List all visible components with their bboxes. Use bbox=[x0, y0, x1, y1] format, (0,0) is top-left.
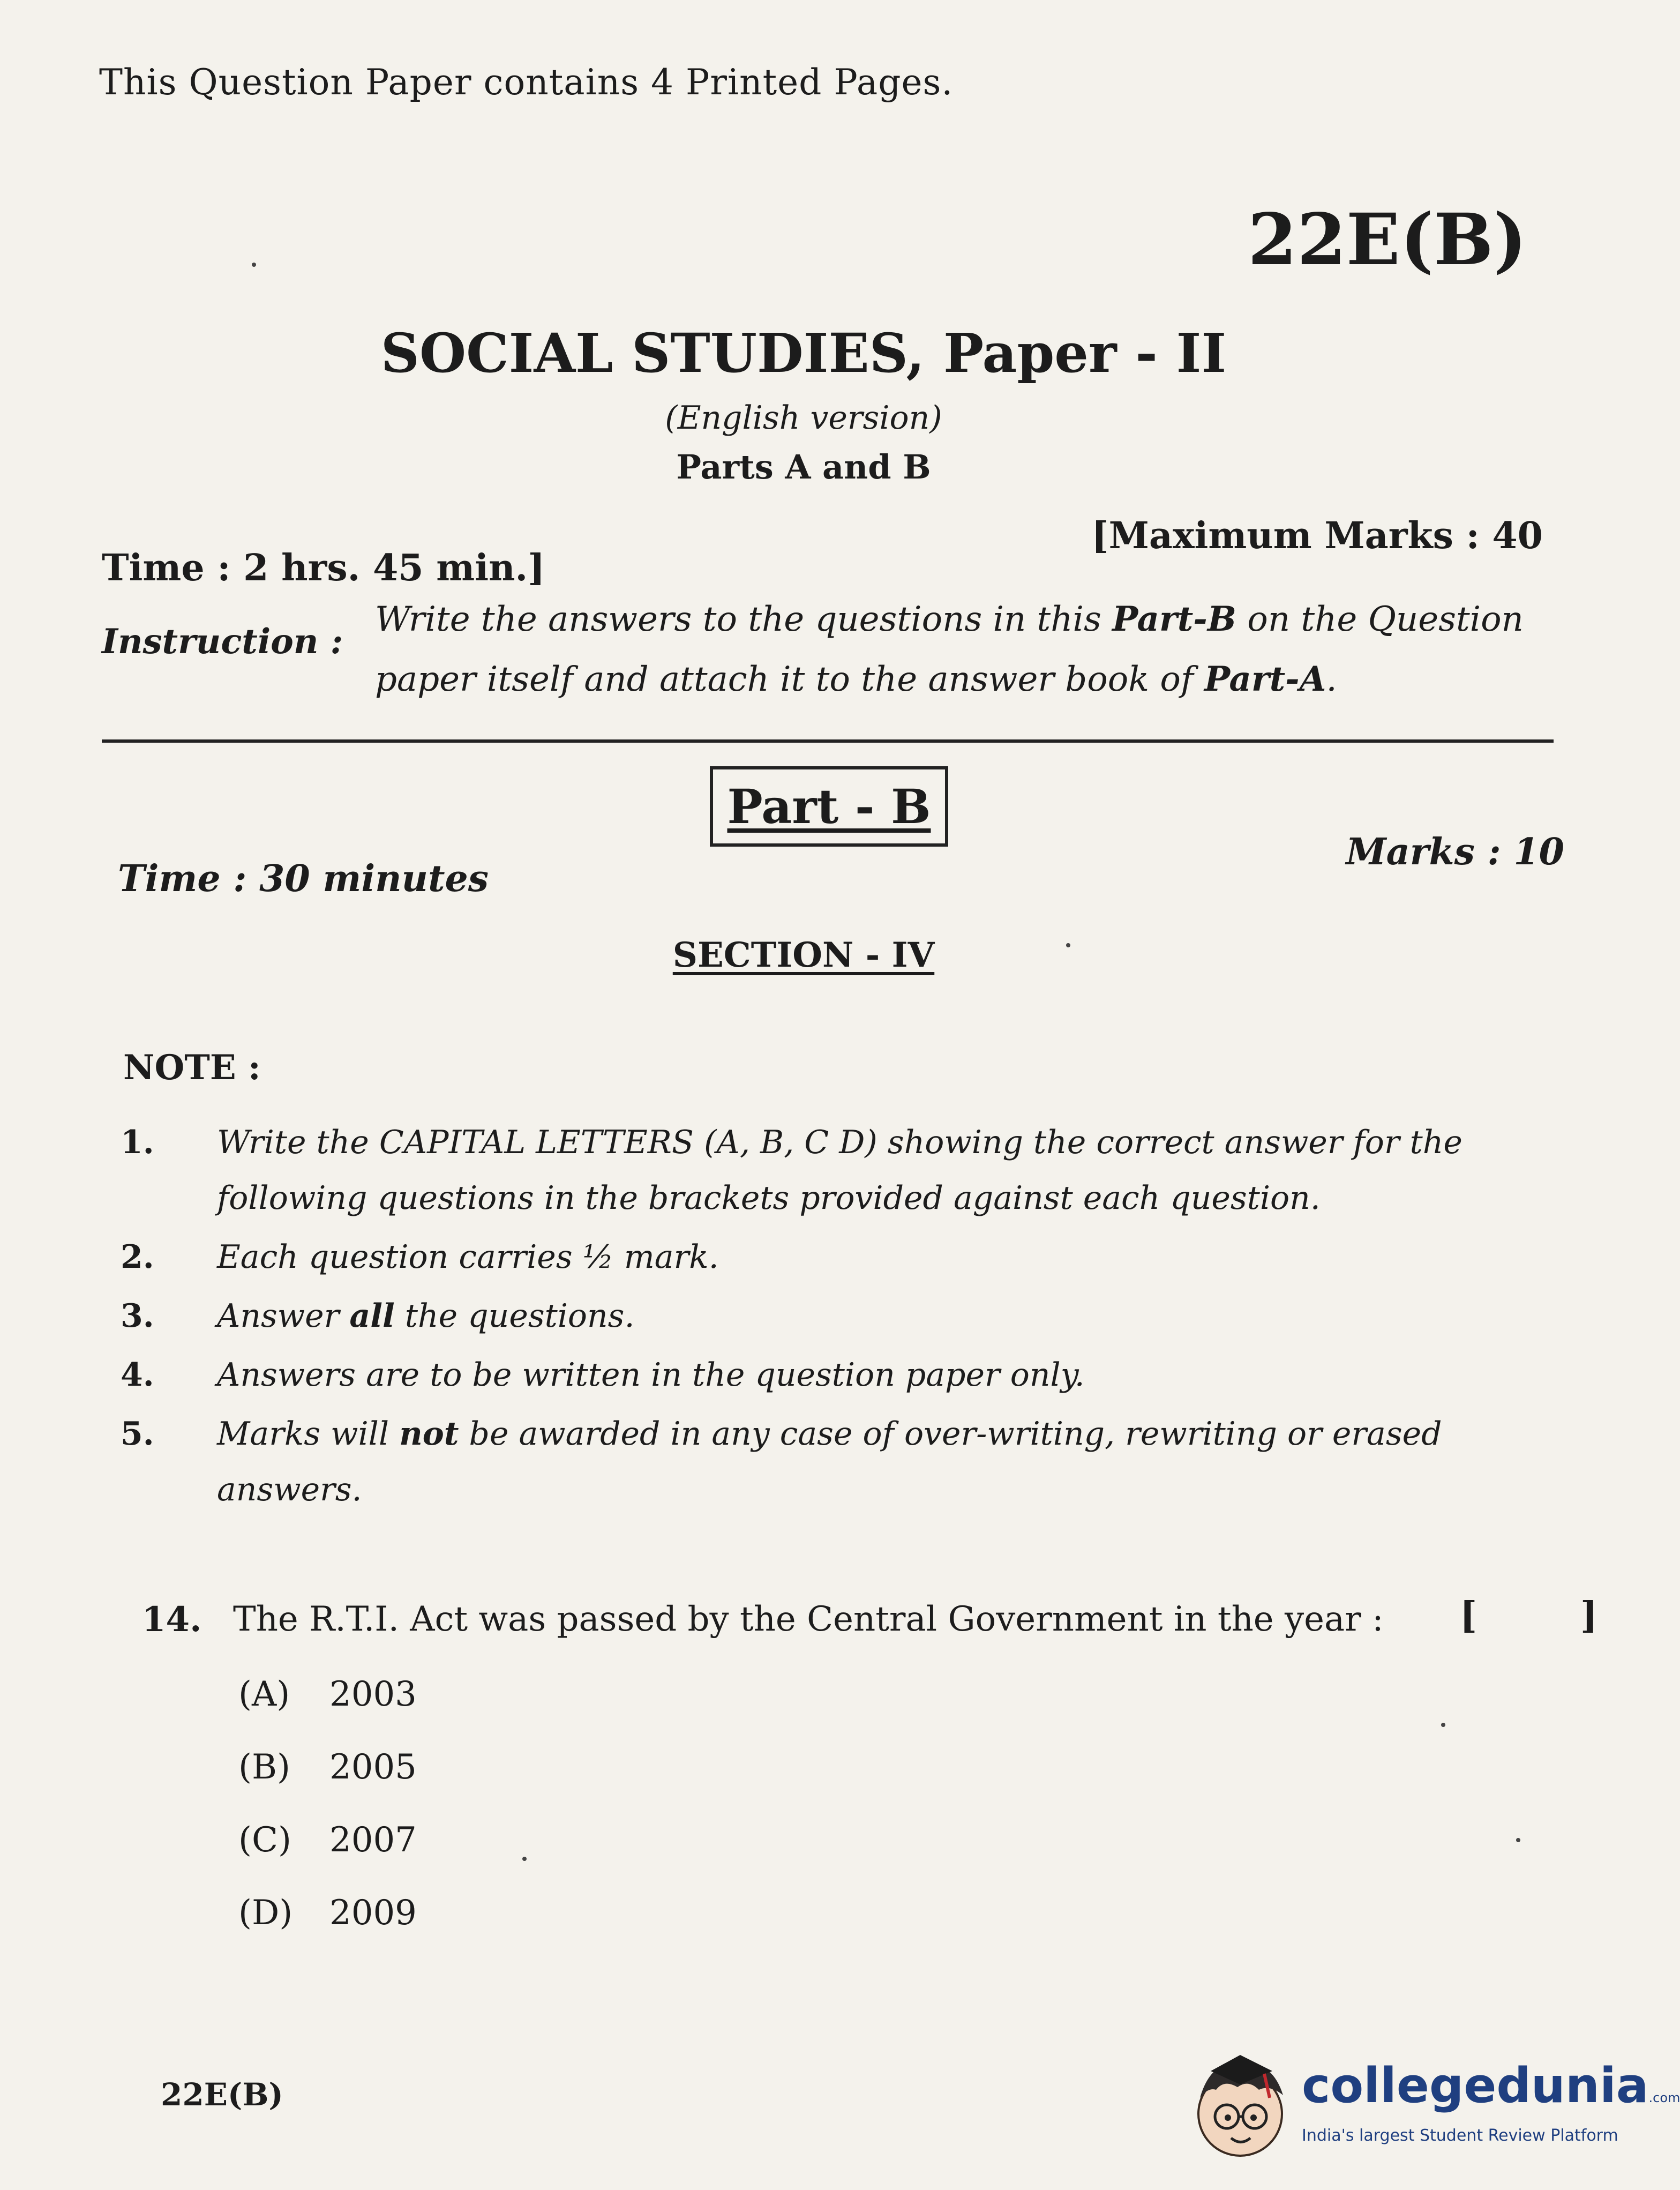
option-value: 2009 bbox=[329, 1893, 417, 1933]
part-b-box bbox=[710, 766, 948, 847]
option-label: (B) bbox=[238, 1747, 290, 1787]
option-value: 2005 bbox=[329, 1747, 417, 1787]
question-text: The R.T.I. Act was passed by the Central Government in the year : bbox=[233, 1599, 1384, 1639]
part-b-title: Part - B bbox=[727, 779, 931, 834]
maximum-marks: [Maximum Marks : 40 bbox=[1091, 514, 1543, 557]
scan-speck bbox=[522, 1857, 527, 1861]
note-text: Marks will not be awarded in any case of over-writing, rewriting or erased answers. bbox=[217, 1415, 1442, 1508]
brand-tagline: India's largest Student Review Platform bbox=[1302, 2126, 1618, 2145]
version-label: (English version) bbox=[665, 399, 942, 437]
brand-wordmark: collegedunia.com bbox=[1302, 2058, 1680, 2114]
note-text: Each question carries ½ mark. bbox=[217, 1238, 719, 1276]
note-text: Answer all the questions. bbox=[217, 1297, 635, 1335]
notes-list bbox=[121, 1115, 1588, 1521]
footer-paper-code: 22E(B) bbox=[161, 2076, 283, 2113]
note-item bbox=[121, 1229, 1588, 1285]
scan-speck bbox=[1441, 1723, 1445, 1727]
options-list bbox=[238, 1675, 417, 1966]
note-item bbox=[121, 1115, 1588, 1226]
question-number: 14. bbox=[142, 1599, 202, 1640]
note-item bbox=[121, 1406, 1588, 1518]
scan-speck bbox=[252, 263, 256, 267]
option-item bbox=[238, 1675, 417, 1747]
note-number: 5. bbox=[121, 1415, 154, 1453]
answer-bracket-open[interactable]: [ bbox=[1460, 1594, 1478, 1637]
note-item bbox=[121, 1288, 1588, 1344]
total-time: Time : 2 hrs. 45 min.] bbox=[102, 547, 545, 589]
part-b-marks: Marks : 10 bbox=[1346, 831, 1564, 873]
section-heading: SECTION - IV bbox=[672, 935, 935, 975]
divider-rule bbox=[102, 739, 1554, 743]
note-text: Answers are to be written in the question paper only. bbox=[217, 1356, 1085, 1394]
note-item bbox=[121, 1347, 1588, 1403]
instruction-label: Instruction : bbox=[102, 622, 343, 662]
option-value: 2003 bbox=[329, 1675, 417, 1714]
note-text: Write the CAPITAL LETTERS (A, B, C D) showing the correct answer for the following questions in the brackets provided against each question. bbox=[217, 1124, 1462, 1217]
option-label: (D) bbox=[238, 1893, 293, 1933]
instruction-text: Write the answers to the questions in this Part-B on the Question paper itself and attach it to the answer book of Part-A. bbox=[375, 599, 1524, 699]
option-value: 2007 bbox=[329, 1820, 417, 1860]
note-heading: NOTE : bbox=[123, 1048, 261, 1088]
mascot-icon bbox=[1198, 2055, 1283, 2156]
paper-title: SOCIAL STUDIES, Paper - II bbox=[380, 322, 1227, 385]
printed-pages-note: This Question Paper contains 4 Printed Pages. bbox=[99, 62, 954, 103]
parts-label: Parts A and B bbox=[676, 447, 931, 487]
option-item bbox=[238, 1893, 417, 1966]
scan-speck bbox=[1066, 943, 1070, 947]
paper-code: 22E(B) bbox=[1248, 198, 1527, 281]
answer-bracket-close[interactable]: ] bbox=[1580, 1594, 1598, 1637]
option-label: (C) bbox=[238, 1820, 291, 1860]
note-number: 2. bbox=[121, 1238, 154, 1276]
note-number: 4. bbox=[121, 1356, 154, 1394]
scan-speck bbox=[1516, 1838, 1520, 1842]
option-label: (A) bbox=[238, 1675, 290, 1714]
note-number: 3. bbox=[121, 1297, 154, 1335]
part-b-time: Time : 30 minutes bbox=[118, 857, 489, 900]
option-item bbox=[238, 1747, 417, 1820]
option-item bbox=[238, 1820, 417, 1893]
note-number: 1. bbox=[121, 1124, 154, 1161]
